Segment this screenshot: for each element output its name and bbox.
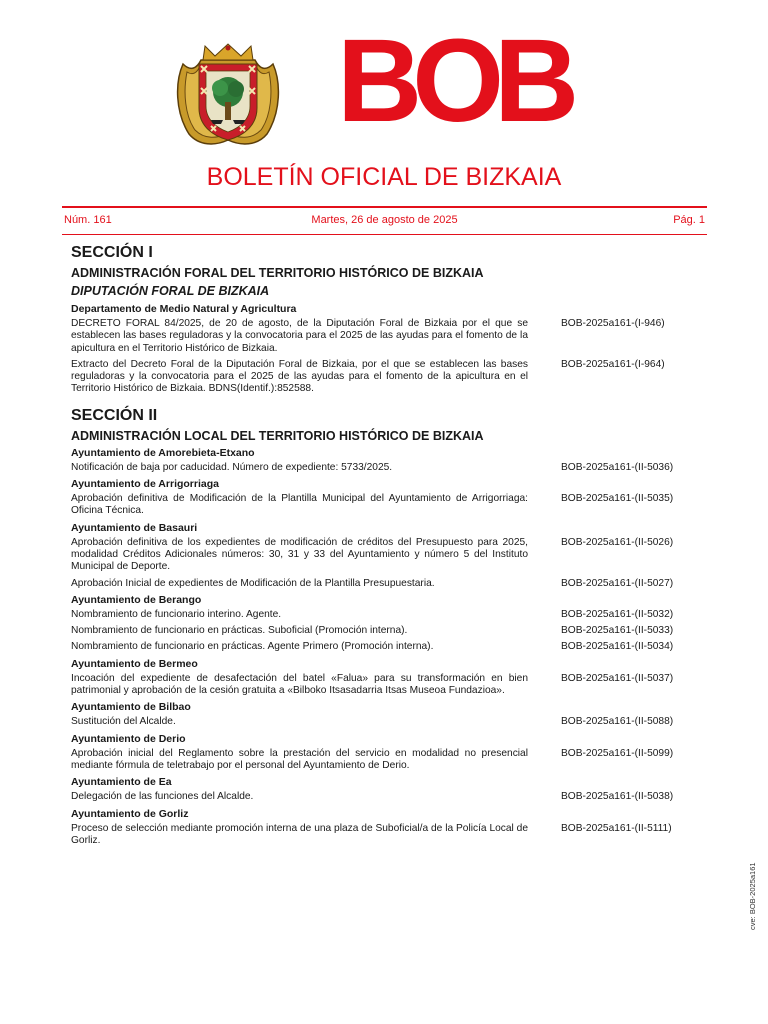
list-item[interactable] <box>71 716 681 728</box>
entry-code: BOB-2025a161-(II-5033) <box>561 625 674 637</box>
entry-code: BOB-2025a161-(II-5099) <box>561 747 674 759</box>
entry-text: Notificación de baja por caducidad. Número de expediente: 5733/2025. <box>71 461 393 473</box>
department-heading: Ayuntamiento de Gorliz <box>71 807 189 820</box>
list-item[interactable] <box>71 625 681 637</box>
list-item[interactable] <box>71 748 681 773</box>
list-item[interactable] <box>71 791 681 803</box>
department-heading: Departamento de Medio Natural y Agricultura <box>71 303 297 315</box>
entry-text: Aprobación definitiva de Modificación de la Plantilla Municipal del Ayuntamiento de Arrigorriaga: Oficina Técnica. <box>71 493 528 517</box>
entry-code: BOB-2025a161-(II-5088) <box>561 716 674 728</box>
sub-administration-heading: DIPUTACIÓN FORAL DE BIZKAIA <box>71 284 270 298</box>
list-item[interactable] <box>71 537 681 574</box>
entry-text: Nombramiento de funcionario interino. Agente. <box>71 608 282 620</box>
department-heading: Ayuntamiento de Arrigorriaga <box>71 478 219 491</box>
entry-code: BOB-2025a161-(II-5037) <box>561 672 674 684</box>
entry-code: BOB-2025a161-(I-964) <box>561 358 665 370</box>
department-heading: Ayuntamiento de Ea <box>71 776 172 789</box>
issue-date: Martes, 26 de agosto de 2025 <box>311 214 458 226</box>
summary-content <box>71 243 681 851</box>
section-title: SECCIÓN I <box>71 244 153 261</box>
list-item[interactable] <box>71 823 681 848</box>
coat-of-arms-logo <box>175 42 281 150</box>
department-heading: Ayuntamiento de Basauri <box>71 521 198 534</box>
department-heading: Ayuntamiento de Derio <box>71 732 186 745</box>
list-item[interactable] <box>71 673 681 698</box>
page-number: Pág. 1 <box>673 214 705 226</box>
cve-identifier: cve: BOB-2025a161 <box>748 862 757 930</box>
department-heading: Ayuntamiento de Amorebieta-Etxano <box>71 446 255 459</box>
entry-code: BOB-2025a161-(II-5036) <box>561 461 674 473</box>
list-item[interactable] <box>71 578 681 590</box>
entry-text: DECRETO FORAL 84/2025, de 20 de agosto, de la Diputación Foral de Bizkaia por el que se establecen las bases reguladoras y la convocatoria para el 2025 de las ayudas para el fomento de la apicultura en el Territorio Histórico de Bizkaia. <box>71 318 528 354</box>
department-heading: Ayuntamiento de Bermeo <box>71 657 198 670</box>
section-title: SECCIÓN II <box>71 406 158 424</box>
entry-text: Incoación del expediente de desafectación del batel «Falua» para su transformación en bien patrimonial y aprobación de la cesión gratuita a «Bilboko Itsasadarria Itsas Museoa Fundazioa». <box>71 672 528 697</box>
issue-number: Núm. 161 <box>64 214 112 226</box>
entry-text: Nombramiento de funcionario en prácticas. Agente Primero (Promoción interna). <box>71 641 434 653</box>
entry-text: Nombramiento de funcionario en prácticas. Suboficial (Promoción interna). <box>71 625 408 637</box>
entry-text: Delegación de las funciones del Alcalde. <box>71 791 254 803</box>
list-item[interactable] <box>71 493 681 518</box>
administration-heading: ADMINISTRACIÓN FORAL DEL TERRITORIO HISTÓRICO DE BIZKAIA <box>71 266 484 280</box>
entry-text: Aprobación definitiva de los expedientes de modificación de créditos del Presupuesto para 2025, modalidad Créditos Adicionales números: 30, 31 y 33 del Ayuntamiento y número 5 del Instituto Municipal de Deporte. <box>71 536 528 573</box>
list-item[interactable] <box>71 609 681 621</box>
entry-code: BOB-2025a161-(II-5038) <box>561 791 674 803</box>
entry-text: Aprobación inicial del Reglamento sobre la prestación del servicio en modalidad no presencial mediante fórmula de teletrabajo por el personal del Ayuntamiento de Derio. <box>71 747 528 771</box>
entry-code: BOB-2025a161-(II-5034) <box>561 641 674 653</box>
entry-code: BOB-2025a161-(II-5111) <box>561 822 672 834</box>
entry-code: BOB-2025a161-(II-5026) <box>561 536 674 548</box>
list-item[interactable] <box>71 359 681 396</box>
entry-code: BOB-2025a161-(II-5035) <box>561 493 674 505</box>
entry-text: Sustitución del Alcalde. <box>71 716 176 728</box>
entry-code: BOB-2025a161-(II-5027) <box>561 577 674 589</box>
list-item[interactable] <box>71 641 681 653</box>
administration-heading: ADMINISTRACIÓN LOCAL DEL TERRITORIO HISTÓRICO DE BIZKAIA <box>71 428 484 443</box>
brand-logo: BOB <box>337 15 570 147</box>
entry-code: BOB-2025a161-(I-946) <box>561 318 665 329</box>
list-item[interactable] <box>71 462 681 474</box>
department-heading: Ayuntamiento de Bilbao <box>71 701 191 714</box>
entry-text: Extracto del Decreto Foral de la Diputación Foral de Bizkaia, por el que se establecen las bases reguladoras y la convocatoria para el 2025 de las ayudas para el fomento de la apicultura en el Territorio Histórico de Bizkaia. BDNS(Identif.):852588. <box>71 358 528 395</box>
department-heading: Ayuntamiento de Berango <box>71 593 202 606</box>
entry-code: BOB-2025a161-(II-5032) <box>561 608 674 620</box>
entry-text: Aprobación Inicial de expedientes de Modificación de la Plantilla Presupuestaria. <box>71 577 435 589</box>
issue-info-bar <box>62 206 707 235</box>
list-item[interactable] <box>71 318 681 355</box>
entry-text: Proceso de selección mediante promoción interna de una plaza de Suboficial/a de la Policía Local de Gorliz. <box>71 822 528 846</box>
bulletin-title: BOLETÍN OFICIAL DE BIZKAIA <box>206 163 562 191</box>
